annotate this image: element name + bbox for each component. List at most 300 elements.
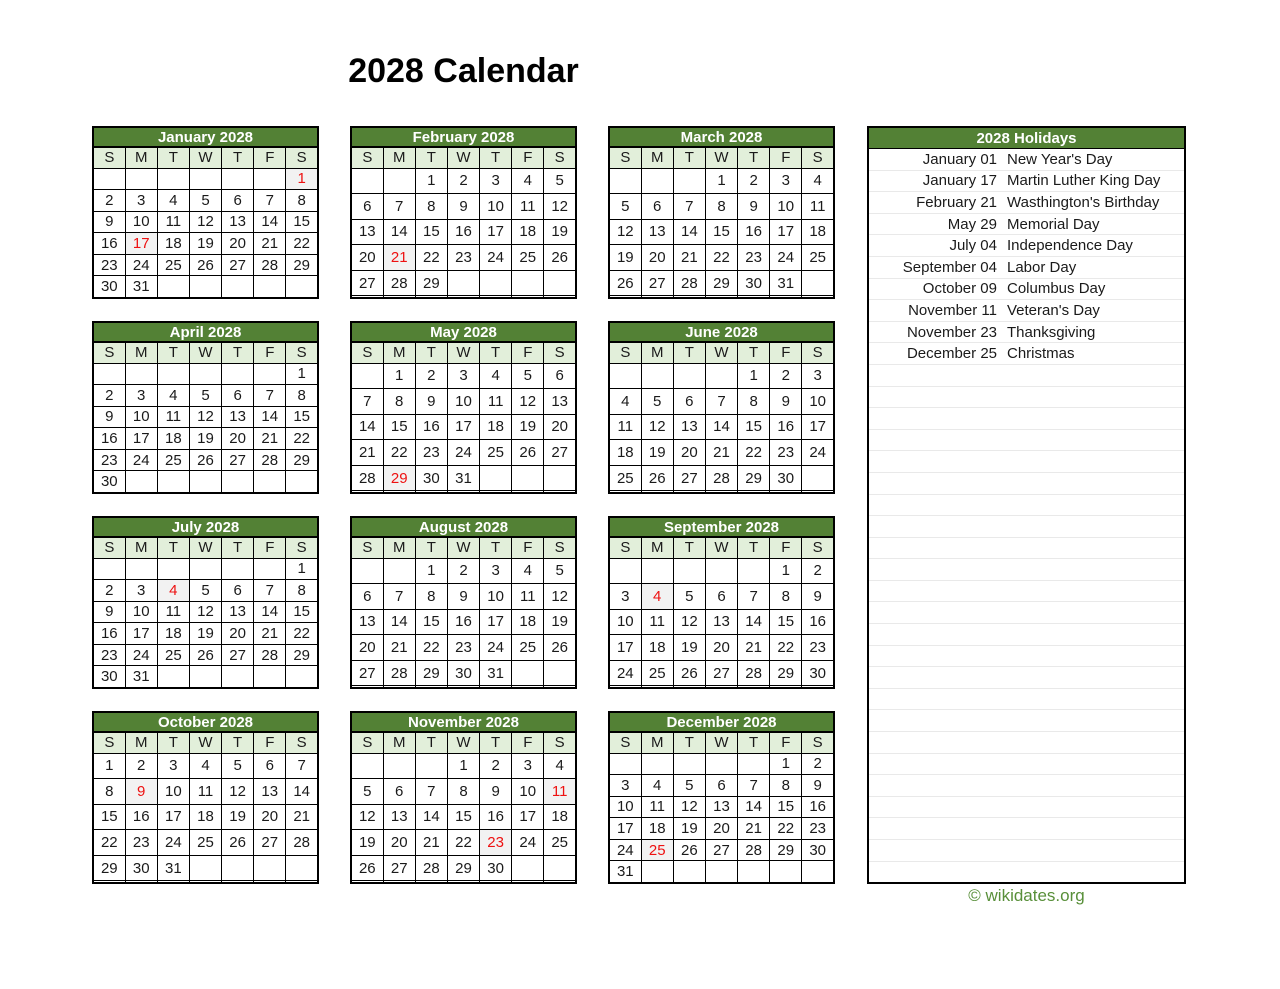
- day-cell: 25: [512, 635, 544, 661]
- empty-day-cell: [609, 168, 641, 194]
- day-cell: 4: [157, 190, 189, 212]
- day-cell: 1: [738, 363, 770, 389]
- day-cell: 27: [351, 660, 383, 686]
- empty-day-cell: [125, 363, 157, 385]
- day-cell: 24: [802, 440, 834, 466]
- day-cell: 5: [222, 753, 254, 779]
- day-cell: 17: [157, 804, 189, 830]
- empty-day-cell: [641, 168, 673, 194]
- day-cell: 2: [802, 558, 834, 584]
- day-cell: 20: [383, 830, 415, 856]
- day-cell: 28: [383, 270, 415, 296]
- empty-day-cell: [125, 558, 157, 580]
- holiday-day-cell: 9: [125, 779, 157, 805]
- empty-row: [869, 581, 1184, 603]
- weekday-header: F: [254, 342, 286, 363]
- day-cell: 21: [738, 635, 770, 661]
- empty-day-cell: [609, 491, 641, 493]
- holiday-name: Labor Day: [1007, 258, 1077, 276]
- day-cell: 22: [93, 830, 125, 856]
- day-cell: 18: [802, 219, 834, 245]
- empty-row: [869, 602, 1184, 624]
- day-cell: 21: [286, 804, 318, 830]
- empty-day-cell: [705, 296, 737, 298]
- weekday-header: W: [447, 342, 479, 363]
- weekday-header: M: [125, 147, 157, 168]
- empty-day-cell: [641, 558, 673, 584]
- day-cell: 10: [125, 211, 157, 233]
- day-cell: 12: [512, 389, 544, 415]
- month-title: November 2028: [351, 712, 576, 732]
- day-cell: 14: [673, 219, 705, 245]
- day-cell: 27: [254, 830, 286, 856]
- day-cell: 18: [480, 414, 512, 440]
- empty-day-cell: [641, 296, 673, 298]
- empty-day-cell: [480, 491, 512, 493]
- empty-day-cell: [351, 686, 383, 688]
- day-cell: 9: [93, 406, 125, 428]
- empty-day-cell: [738, 861, 770, 883]
- month-title: May 2028: [351, 322, 576, 342]
- day-cell: 29: [770, 839, 802, 861]
- empty-day-cell: [544, 855, 576, 881]
- day-cell: 24: [480, 245, 512, 271]
- weekday-header: T: [738, 732, 770, 753]
- day-cell: 29: [705, 270, 737, 296]
- day-cell: 10: [609, 796, 641, 818]
- day-cell: 31: [447, 465, 479, 491]
- day-cell: 29: [415, 660, 447, 686]
- day-cell: 22: [286, 233, 318, 255]
- site-credit-link[interactable]: © wikidates.org: [968, 886, 1085, 905]
- day-cell: 6: [351, 194, 383, 220]
- day-cell: 27: [351, 270, 383, 296]
- day-cell: 17: [512, 804, 544, 830]
- weekday-header: S: [286, 732, 318, 753]
- day-cell: 13: [222, 211, 254, 233]
- holidays-panel-title: 2028 Holidays: [869, 128, 1184, 149]
- weekday-header: W: [705, 537, 737, 558]
- empty-day-cell: [189, 168, 221, 190]
- weekday-header: S: [93, 147, 125, 168]
- day-cell: 30: [415, 465, 447, 491]
- empty-day-cell: [480, 881, 512, 883]
- day-cell: 12: [351, 804, 383, 830]
- empty-day-cell: [544, 296, 576, 298]
- empty-row: [869, 710, 1184, 732]
- weekday-header: S: [802, 732, 834, 753]
- day-cell: 28: [673, 270, 705, 296]
- empty-day-cell: [480, 296, 512, 298]
- empty-day-cell: [222, 666, 254, 688]
- weekday-header: M: [641, 732, 673, 753]
- day-cell: 7: [738, 775, 770, 797]
- day-cell: 2: [447, 558, 479, 584]
- empty-row: [869, 646, 1184, 668]
- day-cell: 5: [641, 389, 673, 415]
- empty-row: [869, 624, 1184, 646]
- empty-day-cell: [480, 686, 512, 688]
- day-cell: 2: [93, 190, 125, 212]
- empty-day-cell: [673, 296, 705, 298]
- empty-day-cell: [351, 296, 383, 298]
- empty-day-cell: [544, 881, 576, 883]
- empty-day-cell: [351, 491, 383, 493]
- day-cell: 10: [447, 389, 479, 415]
- empty-day-cell: [222, 881, 254, 883]
- weekday-header: T: [480, 342, 512, 363]
- empty-row: [869, 495, 1184, 517]
- empty-day-cell: [480, 270, 512, 296]
- empty-day-cell: [512, 660, 544, 686]
- day-cell: 23: [802, 818, 834, 840]
- empty-day-cell: [383, 558, 415, 584]
- empty-day-cell: [383, 296, 415, 298]
- month-title: April 2028: [93, 322, 318, 342]
- day-cell: 18: [512, 609, 544, 635]
- day-cell: 8: [447, 779, 479, 805]
- day-cell: 24: [125, 254, 157, 276]
- day-cell: 22: [705, 245, 737, 271]
- day-cell: 14: [705, 414, 737, 440]
- day-cell: 22: [770, 818, 802, 840]
- day-cell: 3: [125, 580, 157, 602]
- day-cell: 25: [609, 465, 641, 491]
- day-cell: 29: [286, 449, 318, 471]
- day-cell: 25: [641, 660, 673, 686]
- day-cell: 3: [480, 558, 512, 584]
- weekday-header: W: [189, 732, 221, 753]
- holiday-day-cell: 4: [641, 584, 673, 610]
- empty-day-cell: [383, 491, 415, 493]
- empty-row: [869, 797, 1184, 819]
- day-cell: 26: [189, 644, 221, 666]
- day-cell: 3: [125, 190, 157, 212]
- day-cell: 25: [189, 830, 221, 856]
- holiday-date: December 25: [906, 345, 997, 363]
- day-cell: 14: [383, 609, 415, 635]
- day-cell: 13: [222, 406, 254, 428]
- day-cell: 6: [641, 194, 673, 220]
- holiday-name: Martin Luther King Day: [1007, 172, 1161, 190]
- day-cell: 13: [673, 414, 705, 440]
- day-cell: 28: [286, 830, 318, 856]
- day-cell: 3: [512, 753, 544, 779]
- day-cell: 28: [415, 855, 447, 881]
- day-cell: 28: [705, 465, 737, 491]
- day-cell: 21: [673, 245, 705, 271]
- weekday-header: F: [512, 342, 544, 363]
- day-cell: 26: [641, 465, 673, 491]
- day-cell: 9: [802, 584, 834, 610]
- day-cell: 6: [673, 389, 705, 415]
- day-cell: 2: [770, 363, 802, 389]
- day-cell: 21: [351, 440, 383, 466]
- month-calendar-october-2028: [92, 711, 319, 884]
- day-cell: 11: [189, 779, 221, 805]
- empty-day-cell: [705, 363, 737, 389]
- empty-day-cell: [802, 491, 834, 493]
- day-cell: 19: [189, 428, 221, 450]
- day-cell: 21: [415, 830, 447, 856]
- day-cell: 7: [738, 584, 770, 610]
- day-cell: 10: [770, 194, 802, 220]
- day-cell: 3: [480, 168, 512, 194]
- day-cell: 29: [447, 855, 479, 881]
- day-cell: 15: [415, 609, 447, 635]
- day-cell: 6: [222, 580, 254, 602]
- day-cell: 29: [93, 855, 125, 881]
- empty-day-cell: [641, 861, 673, 883]
- day-cell: 20: [544, 414, 576, 440]
- day-cell: 23: [125, 830, 157, 856]
- empty-day-cell: [770, 491, 802, 493]
- day-cell: 26: [512, 440, 544, 466]
- month-calendar-may-2028: [350, 321, 577, 494]
- weekday-header: T: [157, 732, 189, 753]
- day-cell: 11: [641, 609, 673, 635]
- holiday-date: May 29: [947, 215, 997, 233]
- day-cell: 12: [222, 779, 254, 805]
- day-cell: 27: [641, 270, 673, 296]
- weekday-header: F: [254, 732, 286, 753]
- day-cell: 23: [93, 644, 125, 666]
- empty-day-cell: [254, 666, 286, 688]
- day-cell: 14: [254, 406, 286, 428]
- weekday-header: M: [383, 147, 415, 168]
- day-cell: 2: [93, 580, 125, 602]
- empty-day-cell: [222, 363, 254, 385]
- day-cell: 23: [93, 254, 125, 276]
- empty-day-cell: [641, 686, 673, 688]
- empty-row: [869, 732, 1184, 754]
- day-cell: 8: [93, 779, 125, 805]
- day-cell: 5: [609, 194, 641, 220]
- day-cell: 16: [93, 233, 125, 255]
- day-cell: 19: [351, 830, 383, 856]
- empty-day-cell: [189, 363, 221, 385]
- day-cell: 25: [544, 830, 576, 856]
- day-cell: 13: [641, 219, 673, 245]
- holiday-name: Independence Day: [1007, 237, 1133, 255]
- day-cell: 28: [351, 465, 383, 491]
- day-cell: 17: [125, 623, 157, 645]
- empty-day-cell: [544, 686, 576, 688]
- day-cell: 6: [383, 779, 415, 805]
- holidays-list: [869, 149, 1184, 882]
- empty-row: [869, 775, 1184, 797]
- empty-day-cell: [383, 753, 415, 779]
- empty-day-cell: [673, 686, 705, 688]
- day-cell: 22: [770, 635, 802, 661]
- day-cell: 15: [705, 219, 737, 245]
- day-cell: 26: [673, 839, 705, 861]
- day-cell: 14: [351, 414, 383, 440]
- day-cell: 20: [222, 233, 254, 255]
- empty-day-cell: [447, 686, 479, 688]
- day-cell: 6: [351, 584, 383, 610]
- empty-row: [869, 538, 1184, 560]
- day-cell: 8: [286, 580, 318, 602]
- day-cell: 5: [512, 363, 544, 389]
- day-cell: 19: [609, 245, 641, 271]
- day-cell: 2: [447, 168, 479, 194]
- day-cell: 31: [125, 276, 157, 298]
- day-cell: 1: [383, 363, 415, 389]
- day-cell: 13: [544, 389, 576, 415]
- empty-row: [869, 689, 1184, 711]
- empty-day-cell: [383, 686, 415, 688]
- day-cell: 4: [802, 168, 834, 194]
- empty-row: [869, 430, 1184, 452]
- day-cell: 31: [770, 270, 802, 296]
- empty-day-cell: [254, 881, 286, 883]
- day-cell: 5: [189, 385, 221, 407]
- day-cell: 3: [609, 584, 641, 610]
- day-cell: 27: [705, 660, 737, 686]
- empty-day-cell: [93, 881, 125, 883]
- weekday-header: W: [705, 342, 737, 363]
- day-cell: 11: [609, 414, 641, 440]
- day-cell: 20: [705, 635, 737, 661]
- weekday-header: T: [222, 342, 254, 363]
- empty-day-cell: [415, 686, 447, 688]
- day-cell: 12: [641, 414, 673, 440]
- day-cell: 19: [641, 440, 673, 466]
- day-cell: 10: [609, 609, 641, 635]
- empty-row: [869, 408, 1184, 430]
- month-calendar-august-2028: [350, 516, 577, 689]
- day-cell: 10: [125, 406, 157, 428]
- day-cell: 16: [738, 219, 770, 245]
- holiday-row: [869, 214, 1184, 236]
- month-title: July 2028: [93, 517, 318, 537]
- empty-row: [869, 754, 1184, 776]
- weekday-header: F: [512, 537, 544, 558]
- day-cell: 23: [738, 245, 770, 271]
- day-cell: 26: [189, 449, 221, 471]
- empty-day-cell: [157, 881, 189, 883]
- day-cell: 11: [641, 796, 673, 818]
- day-cell: 9: [93, 211, 125, 233]
- weekday-header: S: [93, 732, 125, 753]
- day-cell: 18: [544, 804, 576, 830]
- month-calendar-june-2028: [608, 321, 835, 494]
- weekday-header: M: [383, 342, 415, 363]
- day-cell: 9: [770, 389, 802, 415]
- weekday-header: S: [93, 342, 125, 363]
- day-cell: 19: [544, 609, 576, 635]
- empty-row: [869, 516, 1184, 538]
- day-cell: 30: [480, 855, 512, 881]
- day-cell: 16: [802, 796, 834, 818]
- day-cell: 17: [480, 609, 512, 635]
- day-cell: 11: [512, 194, 544, 220]
- day-cell: 26: [351, 855, 383, 881]
- empty-day-cell: [254, 855, 286, 881]
- day-cell: 12: [609, 219, 641, 245]
- day-cell: 18: [189, 804, 221, 830]
- day-cell: 2: [125, 753, 157, 779]
- day-cell: 1: [93, 753, 125, 779]
- day-cell: 4: [512, 168, 544, 194]
- day-cell: 30: [802, 660, 834, 686]
- weekday-header: T: [415, 537, 447, 558]
- empty-day-cell: [802, 861, 834, 883]
- day-cell: 10: [512, 779, 544, 805]
- holiday-day-cell: 25: [641, 839, 673, 861]
- day-cell: 7: [254, 190, 286, 212]
- day-cell: 23: [447, 635, 479, 661]
- day-cell: 21: [254, 623, 286, 645]
- empty-row: [869, 862, 1184, 883]
- day-cell: 1: [705, 168, 737, 194]
- day-cell: 18: [157, 233, 189, 255]
- empty-day-cell: [673, 753, 705, 775]
- weekday-header: S: [544, 147, 576, 168]
- empty-day-cell: [512, 686, 544, 688]
- weekday-header: S: [286, 537, 318, 558]
- weekday-header: T: [480, 732, 512, 753]
- day-cell: 22: [415, 245, 447, 271]
- day-cell: 16: [480, 804, 512, 830]
- holiday-date: September 04: [902, 258, 997, 276]
- day-cell: 3: [609, 775, 641, 797]
- month-title: March 2028: [609, 127, 834, 147]
- day-cell: 1: [770, 558, 802, 584]
- empty-day-cell: [544, 465, 576, 491]
- day-cell: 31: [609, 861, 641, 883]
- day-cell: 12: [544, 584, 576, 610]
- empty-day-cell: [189, 471, 221, 493]
- empty-day-cell: [770, 686, 802, 688]
- holiday-date: January 17: [922, 172, 997, 190]
- empty-day-cell: [447, 296, 479, 298]
- day-cell: 21: [705, 440, 737, 466]
- weekday-header: S: [802, 147, 834, 168]
- day-cell: 8: [705, 194, 737, 220]
- day-cell: 15: [286, 211, 318, 233]
- empty-row: [869, 473, 1184, 495]
- weekday-header: S: [544, 342, 576, 363]
- month-title: December 2028: [609, 712, 834, 732]
- empty-day-cell: [157, 471, 189, 493]
- day-cell: 9: [93, 601, 125, 623]
- day-cell: 7: [415, 779, 447, 805]
- weekday-header: S: [802, 537, 834, 558]
- month-title: August 2028: [351, 517, 576, 537]
- day-cell: 17: [609, 635, 641, 661]
- day-cell: 1: [447, 753, 479, 779]
- weekday-header: S: [544, 732, 576, 753]
- day-cell: 26: [609, 270, 641, 296]
- day-cell: 14: [415, 804, 447, 830]
- weekday-header: S: [286, 147, 318, 168]
- day-cell: 15: [770, 609, 802, 635]
- day-cell: 25: [802, 245, 834, 271]
- empty-day-cell: [93, 558, 125, 580]
- month-calendar-march-2028: [608, 126, 835, 299]
- holiday-row: [869, 235, 1184, 257]
- empty-day-cell: [189, 881, 221, 883]
- day-cell: 21: [254, 233, 286, 255]
- day-cell: 5: [544, 558, 576, 584]
- day-cell: 13: [351, 219, 383, 245]
- day-cell: 14: [286, 779, 318, 805]
- empty-day-cell: [705, 491, 737, 493]
- day-cell: 30: [738, 270, 770, 296]
- day-cell: 22: [415, 635, 447, 661]
